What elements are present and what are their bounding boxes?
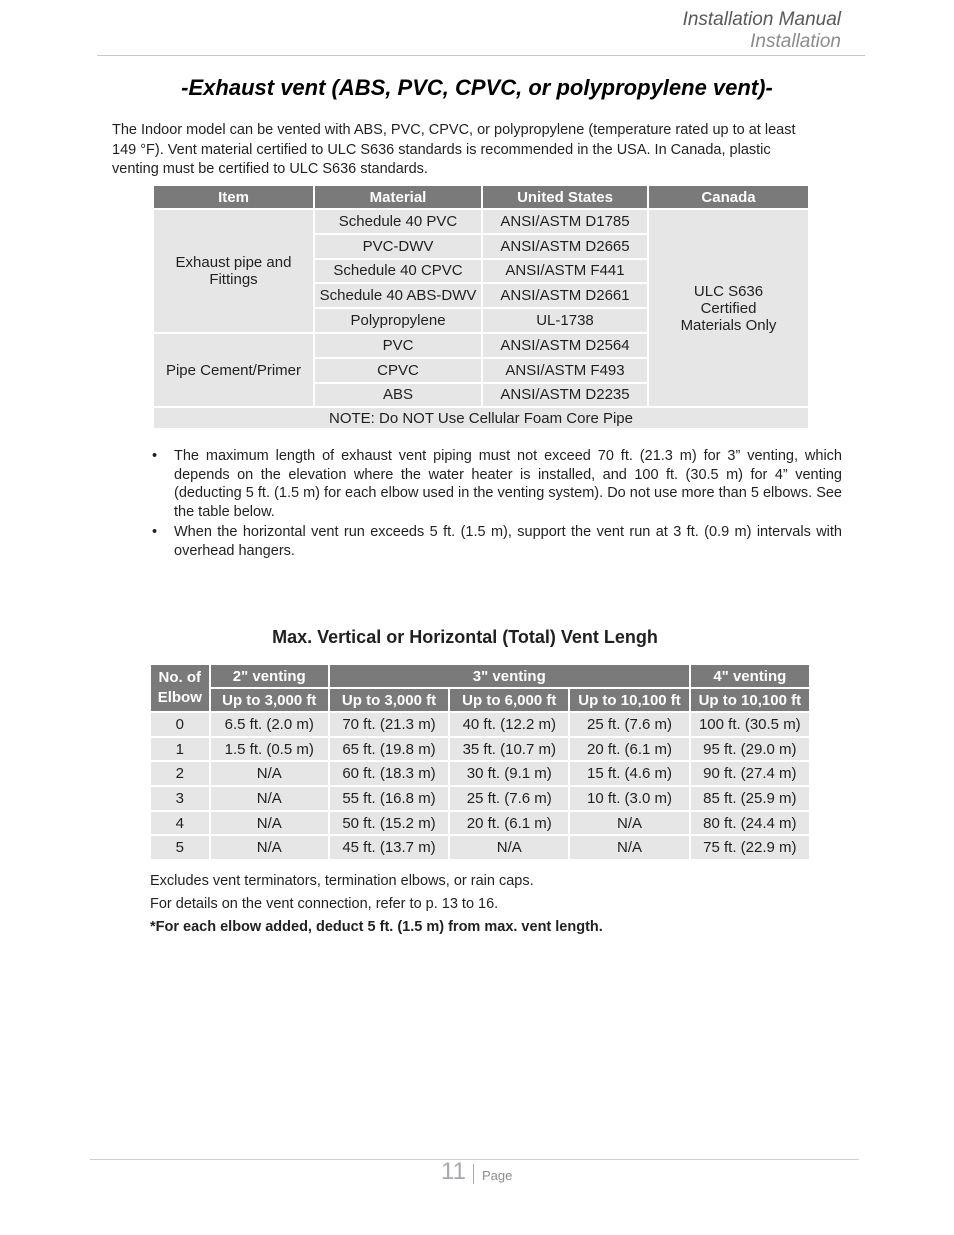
header-cell: Canada — [649, 186, 808, 208]
vent-length-table — [149, 663, 811, 861]
vent-table-group-header — [151, 665, 809, 687]
us-standard-cell: ANSI/ASTM D2235 — [483, 384, 647, 407]
table-cell: 85 ft. (25.9 m) — [691, 787, 809, 810]
bullet-icon: • — [152, 524, 158, 540]
header-cell: Item — [154, 186, 313, 208]
group-header-4in: 4" venting — [691, 665, 809, 687]
bullet-text: The maximum length of exhaust vent piping must not exceed 70 ft. (21.3 m) for 3” venting, which depends on the elevation where the water heater is installed, and 100 ft. (30.5 m) for 4” venting (deducting 5 ft. (1.5 m) for each elbow used in the venting system). Do not use more than 5 elbows. See the table below. — [174, 448, 842, 520]
sub-header-cell: Up to 10,100 ft — [570, 689, 688, 711]
footer-divider — [90, 1159, 859, 1160]
table-cell: 6.5 ft. (2.0 m) — [211, 713, 328, 736]
footnote-bold: *For each elbow added, deduct 5 ft. (1.5 m) from max. vent length. — [150, 919, 603, 935]
header-cell: Material — [315, 186, 481, 208]
table-cell: 1.5 ft. (0.5 m) — [211, 738, 328, 761]
group-header-3in: 3" venting — [330, 665, 689, 687]
canada-cell: ULC S636 Certified Materials Only — [649, 210, 808, 406]
table-cell: 20 ft. (6.1 m) — [570, 738, 688, 761]
footnote: For details on the vent connection, refer to p. 13 to 16. — [150, 896, 499, 912]
us-standard-cell: ANSI/ASTM D2564 — [483, 334, 647, 357]
table-cell: 25 ft. (7.6 m) — [450, 787, 568, 810]
us-standard-cell: ANSI/ASTM F493 — [483, 359, 647, 382]
table-row — [151, 787, 809, 810]
page-separator — [473, 1164, 474, 1184]
table-cell: 35 ft. (10.7 m) — [450, 738, 568, 761]
table-cell: 100 ft. (30.5 m) — [691, 713, 809, 736]
bullet-text: When the horizontal vent run exceeds 5 ft. (1.5 m), support the vent run at 3 ft. (0.9 m) intervals with overhead hangers. — [174, 524, 842, 559]
table-cell: 80 ft. (24.4 m) — [691, 812, 809, 835]
page-number: 11 — [441, 1158, 466, 1185]
bullet-list — [152, 447, 842, 562]
table-cell: N/A — [450, 836, 568, 859]
item-cell: Exhaust pipe and Fittings — [154, 210, 313, 332]
table-cell: N/A — [211, 836, 328, 859]
header-cell: United States — [483, 186, 647, 208]
materials-table — [152, 184, 810, 430]
intro-paragraph: The Indoor model can be vented with ABS, PVC, CPVC, or polypropylene (temperature rated up to at least 149 °F). Vent material certified to ULC S636 standards is recommended in the USA. In Canada, plastic venting must be certified to ULC S636 standards. — [112, 122, 796, 177]
material-cell: Schedule 40 PVC — [315, 210, 481, 233]
material-cell: CPVC — [315, 359, 481, 382]
table-cell: N/A — [570, 836, 688, 859]
material-cell: PVC — [315, 334, 481, 357]
group-header-2in: 2" venting — [211, 665, 328, 687]
us-standard-cell: UL-1738 — [483, 309, 647, 332]
table-cell: 25 ft. (7.6 m) — [570, 713, 688, 736]
table-cell: 4 — [151, 812, 209, 835]
table-cell: 30 ft. (9.1 m) — [450, 762, 568, 785]
table-cell: 0 — [151, 713, 209, 736]
us-standard-cell: ANSI/ASTM D2661 — [483, 284, 647, 307]
sub-header-cell: Up to 3,000 ft — [330, 689, 448, 711]
table-row — [151, 713, 809, 736]
table-cell: 55 ft. (16.8 m) — [330, 787, 448, 810]
table-cell: 20 ft. (6.1 m) — [450, 812, 568, 835]
table-cell: 65 ft. (19.8 m) — [330, 738, 448, 761]
table-row — [151, 738, 809, 761]
material-cell: ABS — [315, 384, 481, 407]
bullet-icon: • — [152, 448, 158, 464]
table-cell: N/A — [211, 762, 328, 785]
vent-table-title: Max. Vertical or Horizontal (Total) Vent Lengh — [272, 627, 658, 647]
list-item — [152, 523, 842, 560]
table-cell: 1 — [151, 738, 209, 761]
header-title: Installation Manual — [682, 9, 841, 30]
sub-header-cell: Up to 6,000 ft — [450, 689, 568, 711]
table-cell: 5 — [151, 836, 209, 859]
table-cell: 75 ft. (22.9 m) — [691, 836, 809, 859]
item-cell: Pipe Cement/Primer — [154, 334, 313, 406]
table-cell: N/A — [570, 812, 688, 835]
us-standard-cell: ANSI/ASTM F441 — [483, 260, 647, 283]
material-cell: PVC-DWV — [315, 235, 481, 258]
table-cell: N/A — [211, 787, 328, 810]
sub-header-cell: Up to 3,000 ft — [211, 689, 328, 711]
table-cell: 50 ft. (15.2 m) — [330, 812, 448, 835]
table-note-row — [154, 408, 808, 428]
header-divider — [97, 55, 865, 56]
material-cell: Schedule 40 ABS-DWV — [315, 284, 481, 307]
footnote: Excludes vent terminators, termination elbows, or rain caps. — [150, 873, 534, 889]
table-cell: 70 ft. (21.3 m) — [330, 713, 448, 736]
table-row — [151, 762, 809, 785]
table-footnotes — [150, 870, 850, 939]
table-row — [151, 812, 809, 835]
table-cell: 95 ft. (29.0 m) — [691, 738, 809, 761]
section-title: -Exhaust vent (ABS, PVC, CPVC, or polypropylene vent)- — [181, 75, 773, 100]
table-cell: 90 ft. (27.4 m) — [691, 762, 809, 785]
materials-table-header — [154, 186, 808, 208]
table-cell: 60 ft. (18.3 m) — [330, 762, 448, 785]
table-cell: 2 — [151, 762, 209, 785]
list-item — [152, 447, 842, 521]
table-row — [154, 210, 808, 233]
us-standard-cell: ANSI/ASTM D2665 — [483, 235, 647, 258]
us-standard-cell: ANSI/ASTM D1785 — [483, 210, 647, 233]
page-label: Page — [482, 1168, 513, 1183]
table-cell: 3 — [151, 787, 209, 810]
material-cell: Schedule 40 CPVC — [315, 260, 481, 283]
table-cell: 45 ft. (13.7 m) — [330, 836, 448, 859]
table-cell: N/A — [211, 812, 328, 835]
elbow-header: No. of Elbow — [151, 665, 209, 711]
material-cell: Polypropylene — [315, 309, 481, 332]
vent-table-sub-header — [151, 689, 809, 711]
table-cell: 10 ft. (3.0 m) — [570, 787, 688, 810]
table-cell: 40 ft. (12.2 m) — [450, 713, 568, 736]
sub-header-cell: Up to 10,100 ft — [691, 689, 809, 711]
table-cell: 15 ft. (4.6 m) — [570, 762, 688, 785]
table-note: NOTE: Do NOT Use Cellular Foam Core Pipe — [154, 408, 808, 428]
header-subtitle: Installation — [750, 31, 841, 52]
table-row — [151, 836, 809, 859]
